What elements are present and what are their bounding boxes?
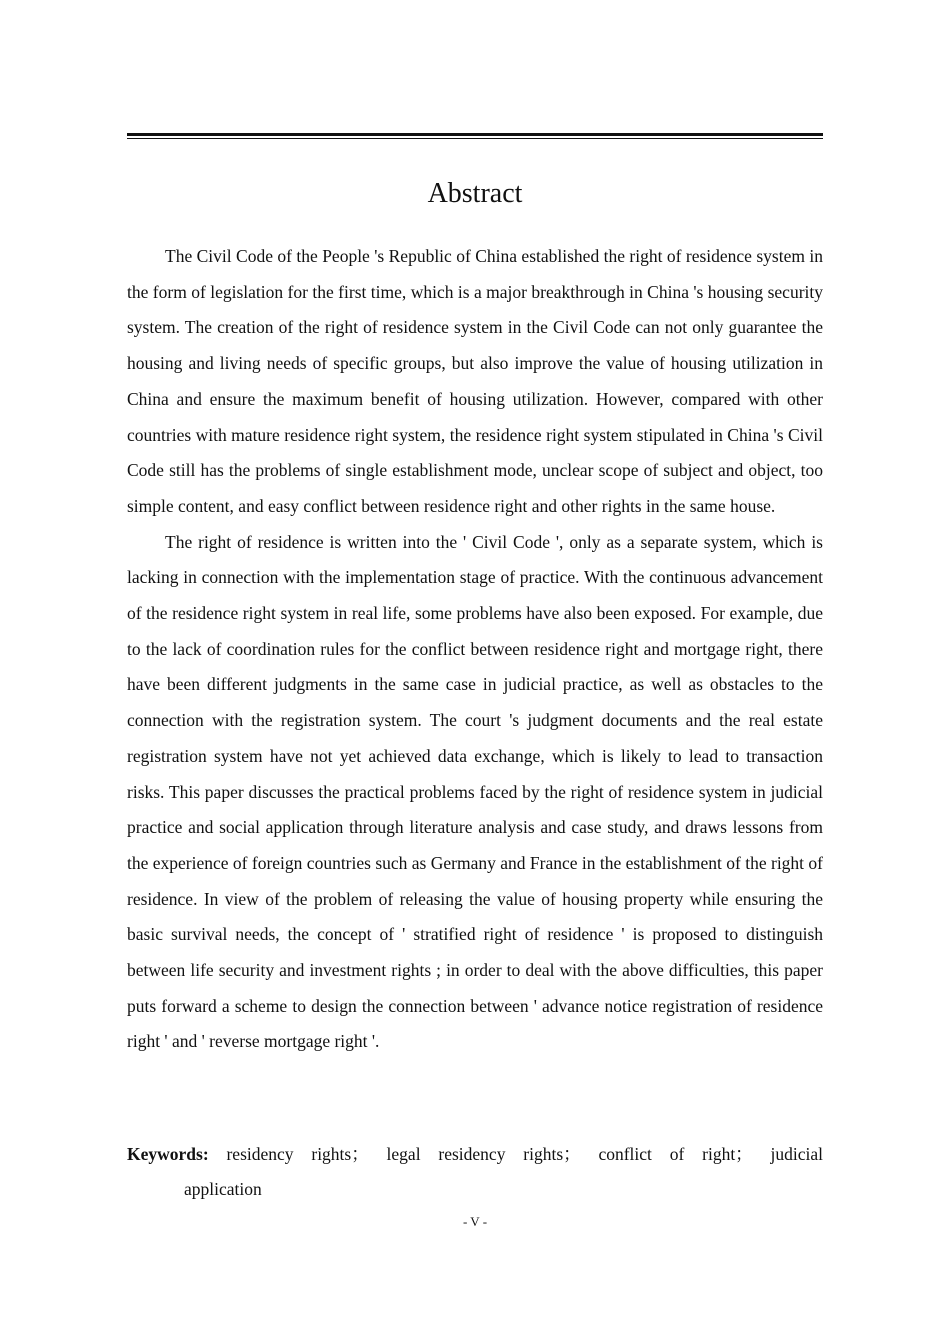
- keywords-line: [127, 1137, 823, 1207]
- abstract-paragraph-2: The right of residence is written into the ' Civil Code ', only as a separate system, which is lacking in connection with the implementation stage of practice. With the continuous advancement of the residence right system in real life, some problems have also been exposed. For example, due to the lack of coordination rules for the conflict between residence right and mortgage right, there have been different judgments in the same case in judicial practice, as well as obstacles to the connection with the registration system. The court 's judgment documents and the real estate registration system have not yet achieved data exchange, which is likely to lead to transaction risks. This paper discusses the practical problems faced by the right of residence system in judicial practice and social application through literature analysis and case study, and draws lessons from the experience of foreign countries such as Germany and France in the establishment of the right of residence. In view of the problem of releasing the value of housing property while ensuring the basic survival needs, the concept of ' stratified right of residence ' is proposed to distinguish between life security and investment rights ; in order to deal with the above difficulties, this paper puts forward a scheme to design the connection between ' advance notice registration of residence right ' and ' reverse mortgage right '.: [127, 531, 823, 1052]
- abstract-paragraph-1: The Civil Code of the People 's Republic of China established the right of residence system in the form of legislation for the first time, which is a major breakthrough in China 's housing security system. The creation of the right of residence system in the Civil Code can not only guarantee the housing and living needs of specific groups, but also improve the value of housing utilization in China and ensure the maximum benefit of housing utilization. However, compared with other countries with mature residence right system, the residence right system stipulated in China 's Civil Code still has the problems of single establishment mode, unclear scope of subject and object, too simple content, and easy conflict between residence right and other rights in the same house.: [127, 246, 823, 516]
- abstract-title: Abstract: [427, 178, 523, 209]
- abstract-body: [127, 239, 823, 1060]
- keywords-label: Keywords:: [127, 1144, 209, 1164]
- keywords-text: residency rights； legal residency rights； conflict of right； judicial application: [184, 1144, 823, 1199]
- header-double-rule: [127, 133, 823, 139]
- page-number: - V -: [462, 1214, 488, 1229]
